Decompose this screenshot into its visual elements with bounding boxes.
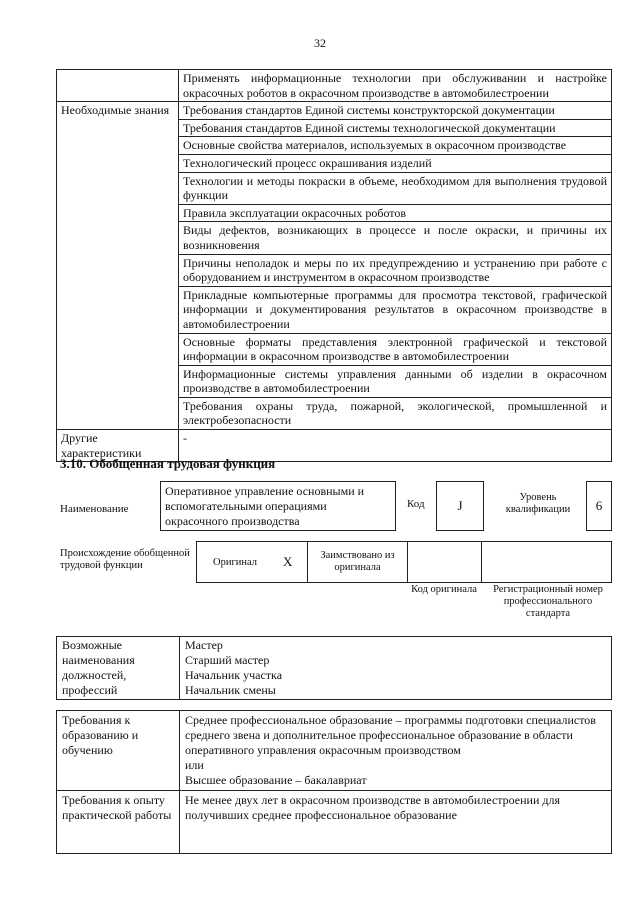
section-title: 3.10. Обобщенная трудовая функция bbox=[60, 456, 276, 471]
row-item: - bbox=[179, 430, 612, 462]
row-item: Правила эксплуатации окрасочных роботов bbox=[179, 204, 612, 222]
education-values bbox=[180, 711, 612, 791]
row-item: Основные свойства материалов, используемых в окрасочном производстве bbox=[179, 137, 612, 155]
positions-label: Возможные наименования должностей, профессий bbox=[57, 637, 180, 700]
table-row bbox=[57, 70, 612, 102]
row-item: Основные форматы представления электронной графической и текстовой информации в окрасочном производстве в автомобилестроении bbox=[179, 333, 612, 365]
row-item: Информационные системы управления данными об изделии в окрасочном производстве в автомобилестроении bbox=[179, 365, 612, 397]
list-item: Не менее двух лет в окрасочном производстве в автомобилестроении для получивших среднее профессиональное образование bbox=[185, 793, 561, 822]
code-original-box bbox=[407, 541, 482, 583]
list-item: Среднее профессиональное образование – программы подготовки специалистов среднего звена и дополнительное профессиональное образование в области оперативного управления окрасочным производством bbox=[185, 713, 596, 757]
level-label: Уровень квалификации bbox=[505, 492, 571, 515]
code-original-caption: Код оригинала bbox=[411, 584, 477, 595]
requirements-table bbox=[56, 710, 612, 854]
row-label-knowledge: Необходимые знания bbox=[57, 102, 179, 430]
table-row bbox=[57, 791, 612, 854]
origin-label: Происхождение обобщенной трудовой функции bbox=[60, 548, 190, 571]
row-item: Требования стандартов Единой системы конструкторской документации bbox=[179, 102, 612, 120]
list-item: Высшее образование – бакалавриат bbox=[185, 773, 367, 787]
skills-knowledge-table bbox=[56, 69, 612, 462]
function-name-box: Оперативное управление основными и вспомогательными операциями окрасочного производства bbox=[160, 481, 396, 531]
row-item: Требования охраны труда, пожарной, экологической, промышленной и электробезопасности bbox=[179, 397, 612, 429]
borrowed-box: Заимствовано из оригинала bbox=[307, 541, 408, 583]
table-row bbox=[57, 637, 612, 700]
list-item: или bbox=[185, 758, 204, 772]
positions-table bbox=[56, 636, 612, 700]
code-value-box: J bbox=[436, 481, 484, 531]
name-label: Наименование bbox=[60, 503, 129, 515]
row-item: Применять информационные технологии при обслуживании и настройке окрасочных роботов в окрасочном производстве в автомобилестроении bbox=[179, 70, 612, 102]
experience-values bbox=[180, 791, 612, 854]
list-item: Мастер bbox=[185, 638, 223, 652]
list-item: Начальник участка bbox=[185, 668, 283, 682]
level-value-box: 6 bbox=[586, 481, 612, 531]
reg-number-box bbox=[481, 541, 612, 583]
original-label: Оригинал bbox=[213, 557, 257, 568]
list-item: Начальник смены bbox=[185, 683, 276, 697]
row-label-other: Другие характеристики bbox=[57, 430, 179, 462]
row-item: Виды дефектов, возникающих в процессе и после окраски, и причины их возникновения bbox=[179, 222, 612, 254]
row-item: Требования стандартов Единой системы технологической документации bbox=[179, 119, 612, 137]
list-item: Старший мастер bbox=[185, 653, 270, 667]
row-item: Технологический процесс окрашивания изделий bbox=[179, 154, 612, 172]
positions-values bbox=[180, 637, 612, 700]
table-row bbox=[57, 711, 612, 791]
reg-number-caption: Регистрационный номер профессионального стандарта bbox=[493, 584, 603, 619]
education-label: Требования к образованию и обучению bbox=[57, 711, 180, 791]
row-item: Технологии и методы покраски в объеме, необходимом для выполнения трудовой функции bbox=[179, 172, 612, 204]
code-label: Код bbox=[407, 498, 425, 510]
row-label bbox=[57, 70, 179, 102]
page-number: 32 bbox=[314, 36, 326, 50]
experience-label: Требования к опыту практической работы bbox=[57, 791, 180, 854]
original-mark: X bbox=[283, 554, 293, 569]
row-item: Прикладные компьютерные программы для просмотра текстовой, графической информации и документирования результатов в окрасочном производстве в автомобилестроении bbox=[179, 286, 612, 333]
table-row bbox=[57, 102, 612, 120]
original-box bbox=[196, 541, 308, 583]
row-item: Причины неполадок и меры по их предупреждению и устранению при работе с оборудованием и инструментом в окрасочном производстве bbox=[179, 254, 612, 286]
